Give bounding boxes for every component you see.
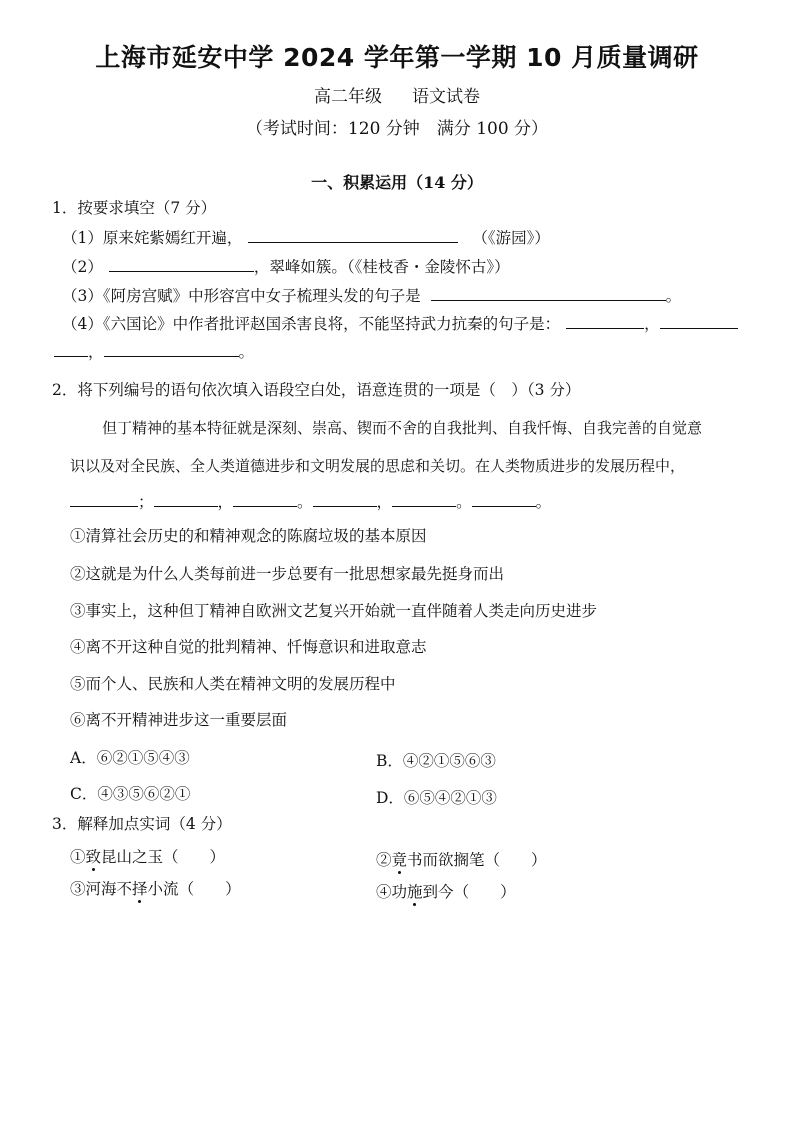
- q3-item-post: 小流: [147, 880, 179, 898]
- answer-blank[interactable]: [154, 492, 218, 507]
- answer-paren[interactable]: （ ）: [163, 848, 226, 866]
- dotted-word: 择: [132, 880, 148, 898]
- answer-paren[interactable]: （ ）: [484, 851, 547, 869]
- answer-blank[interactable]: [392, 492, 456, 507]
- q1-item-4: [62, 312, 738, 334]
- dotted-word: 施: [407, 883, 423, 901]
- q2-sep: 。: [297, 493, 313, 511]
- q1-item-1: [62, 226, 550, 248]
- q3-item-pre: 河海不: [85, 880, 133, 898]
- q3-item-2: [376, 848, 547, 870]
- q2-passage-line-2: 识以及对全民族、全人类道德进步和文明发展的思虑和关切。在人类物质进步的发展历程中，: [70, 457, 686, 475]
- q1-item-4-text: （4）《六国论》中作者批评赵国杀害良将，不能坚持武力抗秦的句子是：: [62, 315, 561, 333]
- answer-blank[interactable]: [233, 492, 297, 507]
- q3-item-4: [376, 880, 516, 902]
- q3-item-num: ①: [70, 848, 86, 866]
- q2-sep: ；: [138, 493, 154, 511]
- q2-sentence-1: ①清算社会历史的和精神观念的陈腐垃圾的基本原因: [70, 527, 427, 545]
- q2-sentence-6: ⑥离不开精神进步这一重要层面: [70, 711, 288, 729]
- q3-item-3: [70, 877, 241, 899]
- q2-sep: ，: [217, 493, 234, 511]
- q1-item-4-cont: [54, 340, 254, 362]
- q2-heading: 2．将下列编号的语句依次填入语段空白处，语意连贯的一项是（ ）（3 分）: [52, 381, 581, 399]
- q1-item-1-num: （1）: [62, 229, 103, 247]
- q3-item-post: 书而欲搁笔: [407, 851, 485, 869]
- q2-sentence-2: ②这就是为什么人类每前进一步总要有一批思想家最先挺身而出: [70, 565, 505, 583]
- exam-meta: （考试时间：120 分钟 满分 100 分）: [245, 119, 549, 139]
- answer-blank[interactable]: [109, 257, 254, 272]
- q3-item-pre: 功: [391, 883, 408, 901]
- dotted-word: 竟: [391, 851, 408, 869]
- q1-item-2-num: （2）: [62, 258, 103, 276]
- answer-paren[interactable]: （ ）: [178, 880, 241, 898]
- answer-blank[interactable]: [70, 492, 138, 507]
- dotted-word: 致: [85, 848, 102, 866]
- q1-heading: 1．按要求填空（7 分）: [52, 199, 217, 217]
- section-title: 一、积累运用（14 分）: [311, 173, 483, 192]
- q2-sentence-5: ⑤而个人、民族和人类在精神文明的发展历程中: [70, 675, 396, 693]
- q1-item-3-text: （3）《阿房宫赋》中形容宫中女子梳理头发的句子是: [62, 287, 421, 305]
- q1-item-1-source: （《游园》）: [472, 229, 550, 247]
- q2-blanks-row: [70, 490, 551, 512]
- q3-item-post: 到今: [422, 883, 454, 901]
- q1-item-2-text: ，翠峰如簇。（《桂枝香・金陵怀古》）: [253, 258, 510, 276]
- answer-blank[interactable]: [566, 314, 644, 329]
- exam-title: 上海市延安中学 2024 学年第一学期 10 月质量调研: [95, 43, 699, 72]
- option-a[interactable]: A．⑥②①⑤④③: [70, 749, 190, 767]
- answer-blank[interactable]: [472, 492, 536, 507]
- answer-blank[interactable]: [104, 342, 239, 357]
- answer-paren[interactable]: （ ）: [453, 883, 516, 901]
- q1-item-1-text: 原来姹紫嫣红开遍，: [102, 229, 243, 247]
- q1-item-3-end: 。: [665, 287, 682, 305]
- q2-sep: 。: [456, 493, 472, 511]
- q1-item-4-end: 。: [238, 343, 255, 361]
- q1-item-2: [62, 255, 510, 277]
- answer-blank[interactable]: [248, 228, 458, 243]
- subject-label: 语文试卷: [412, 87, 480, 107]
- q2-sep: ，: [376, 493, 393, 511]
- q3-item-num: ③: [70, 880, 86, 898]
- q2-sentence-3: ③事实上，这种但丁精神自欧洲文艺复兴开始就一直伴随着人类走向历史进步: [70, 602, 598, 620]
- answer-blank[interactable]: [660, 314, 738, 329]
- q3-item-1: [70, 845, 225, 867]
- option-b[interactable]: B．④②①⑤⑥③: [376, 752, 496, 770]
- q3-item-post: 昆山之玉: [101, 848, 164, 866]
- q3-item-num: ④: [376, 883, 392, 901]
- q1-item-4-comma-2: ，: [88, 343, 104, 361]
- option-c[interactable]: C．④③⑤⑥②①: [70, 785, 191, 803]
- q1-item-4-comma: ，: [644, 315, 660, 333]
- q2-sep: 。: [535, 493, 552, 511]
- q2-passage-line-1: 但丁精神的基本特征就是深刻、崇高、锲而不舍的自我批判、自我忏悔、自我完善的自觉意: [102, 419, 703, 437]
- grade-label: 高二年级: [314, 87, 382, 107]
- answer-blank[interactable]: [54, 342, 88, 357]
- q3-heading: 3．解释加点实词（4 分）: [52, 815, 232, 833]
- exam-subtitle: [0, 82, 794, 107]
- option-d[interactable]: D．⑥⑤④②①③: [376, 789, 497, 807]
- q1-item-3: [62, 284, 681, 306]
- answer-blank[interactable]: [313, 492, 377, 507]
- answer-blank[interactable]: [431, 286, 666, 301]
- q2-sentence-4: ④离不开这种自觉的批判精神、忏悔意识和进取意志: [70, 638, 427, 656]
- q3-item-num: ②: [376, 851, 392, 869]
